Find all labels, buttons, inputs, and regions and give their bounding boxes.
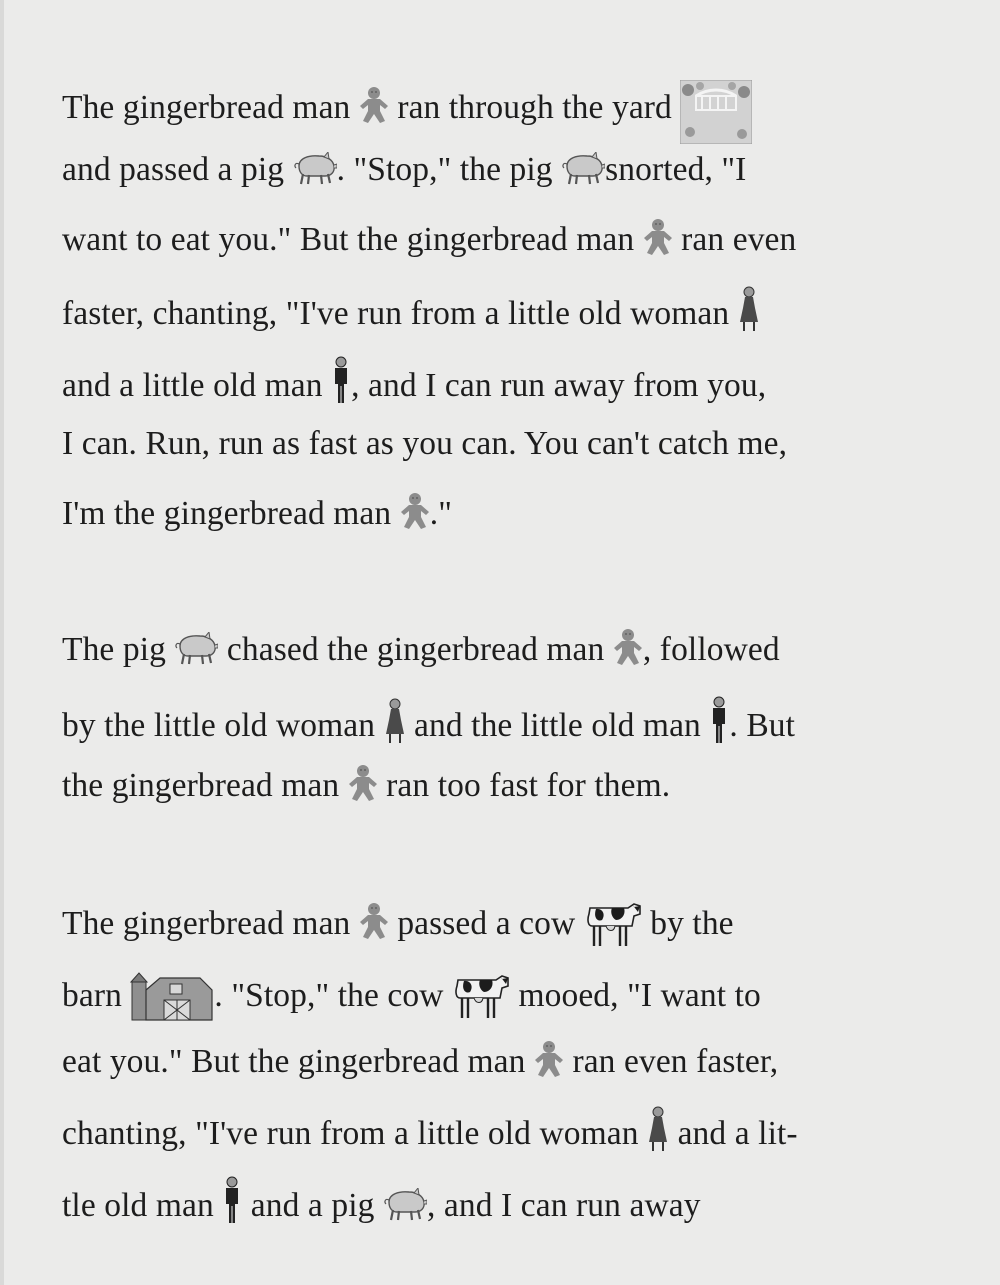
text-segment: and a pig (242, 1187, 383, 1224)
text-segment: I can. Run, run as fast as you can. You can't catch me, (62, 425, 788, 462)
text-line (62, 900, 734, 948)
text-segment: by the little old woman (62, 707, 384, 744)
text-segment: and passed a pig (62, 151, 293, 188)
text-segment: , followed (642, 631, 780, 668)
text-segment: , and I can run away (426, 1187, 701, 1224)
old-man-icon (331, 356, 351, 404)
text-segment: chanting, "I've run from a little old woman (62, 1115, 648, 1152)
text-segment: and the little old man (405, 707, 710, 744)
text-segment: ran through the yard (388, 89, 681, 126)
text-segment: ran too fast for them. (377, 767, 671, 804)
text-line (62, 1176, 701, 1226)
text-segment: chased the gingerbread man (218, 631, 613, 668)
old-woman-icon (647, 1106, 669, 1152)
text-line (62, 286, 760, 334)
text-segment: . "Stop," the pig (336, 151, 562, 188)
text-segment: . "Stop," the cow (214, 977, 452, 1014)
text-segment: The pig (62, 631, 175, 668)
text-segment: . But (729, 707, 796, 744)
pig-icon (293, 152, 337, 186)
text-line (62, 764, 670, 806)
text-segment: and a lit- (669, 1115, 798, 1152)
gingerbread-man-icon (534, 1040, 564, 1078)
barn-icon (130, 970, 214, 1022)
text-segment: The gingerbread man (62, 89, 359, 126)
gingerbread-man-icon (400, 492, 430, 530)
old-woman-icon (384, 698, 406, 744)
text-segment: ran even (672, 221, 797, 258)
text-line (62, 1040, 778, 1082)
text-segment: and a little old man (62, 367, 332, 404)
text-line (62, 424, 787, 464)
text-line (62, 218, 796, 260)
yard-gate-icon (680, 80, 752, 144)
old-woman-icon (738, 286, 760, 332)
text-segment: faster, chanting, "I've run from a little old woman (62, 295, 738, 332)
pig-icon (561, 152, 605, 186)
cow-icon (584, 900, 642, 948)
text-segment: tle old man (62, 1187, 223, 1224)
gingerbread-man-icon (359, 86, 389, 124)
text-segment: the gingerbread man (62, 767, 348, 804)
old-man-icon (222, 1176, 242, 1224)
text-segment: snorted, "I (605, 151, 747, 188)
text-segment: eat you." But the gingerbread man (62, 1043, 534, 1080)
text-segment: ." (429, 495, 452, 532)
page-edge (0, 0, 4, 1285)
text-line (62, 80, 752, 144)
text-segment: I'm the gingerbread man (62, 495, 400, 532)
text-segment: , and I can run away from you, (351, 367, 767, 404)
text-segment: want to eat you." But the gingerbread man (62, 221, 643, 258)
old-man-icon (709, 696, 729, 744)
text-segment: by the (641, 905, 734, 942)
text-segment: passed a cow (388, 905, 584, 942)
text-line (62, 492, 452, 534)
text-line (62, 150, 746, 190)
text-segment: The gingerbread man (62, 905, 359, 942)
gingerbread-man-icon (643, 218, 673, 256)
text-line (62, 628, 780, 670)
text-line (62, 1106, 798, 1154)
gingerbread-man-icon (348, 764, 378, 802)
cow-icon (452, 972, 510, 1020)
text-segment: mooed, "I want to (509, 977, 761, 1014)
gingerbread-man-icon (359, 902, 389, 940)
pig-icon (174, 632, 218, 666)
gingerbread-man-icon (613, 628, 643, 666)
text-line (62, 970, 761, 1022)
text-line (62, 696, 795, 746)
pig-icon (383, 1188, 427, 1222)
text-line (62, 356, 766, 406)
text-segment: barn (62, 977, 131, 1014)
text-segment: ran even faster, (563, 1043, 779, 1080)
